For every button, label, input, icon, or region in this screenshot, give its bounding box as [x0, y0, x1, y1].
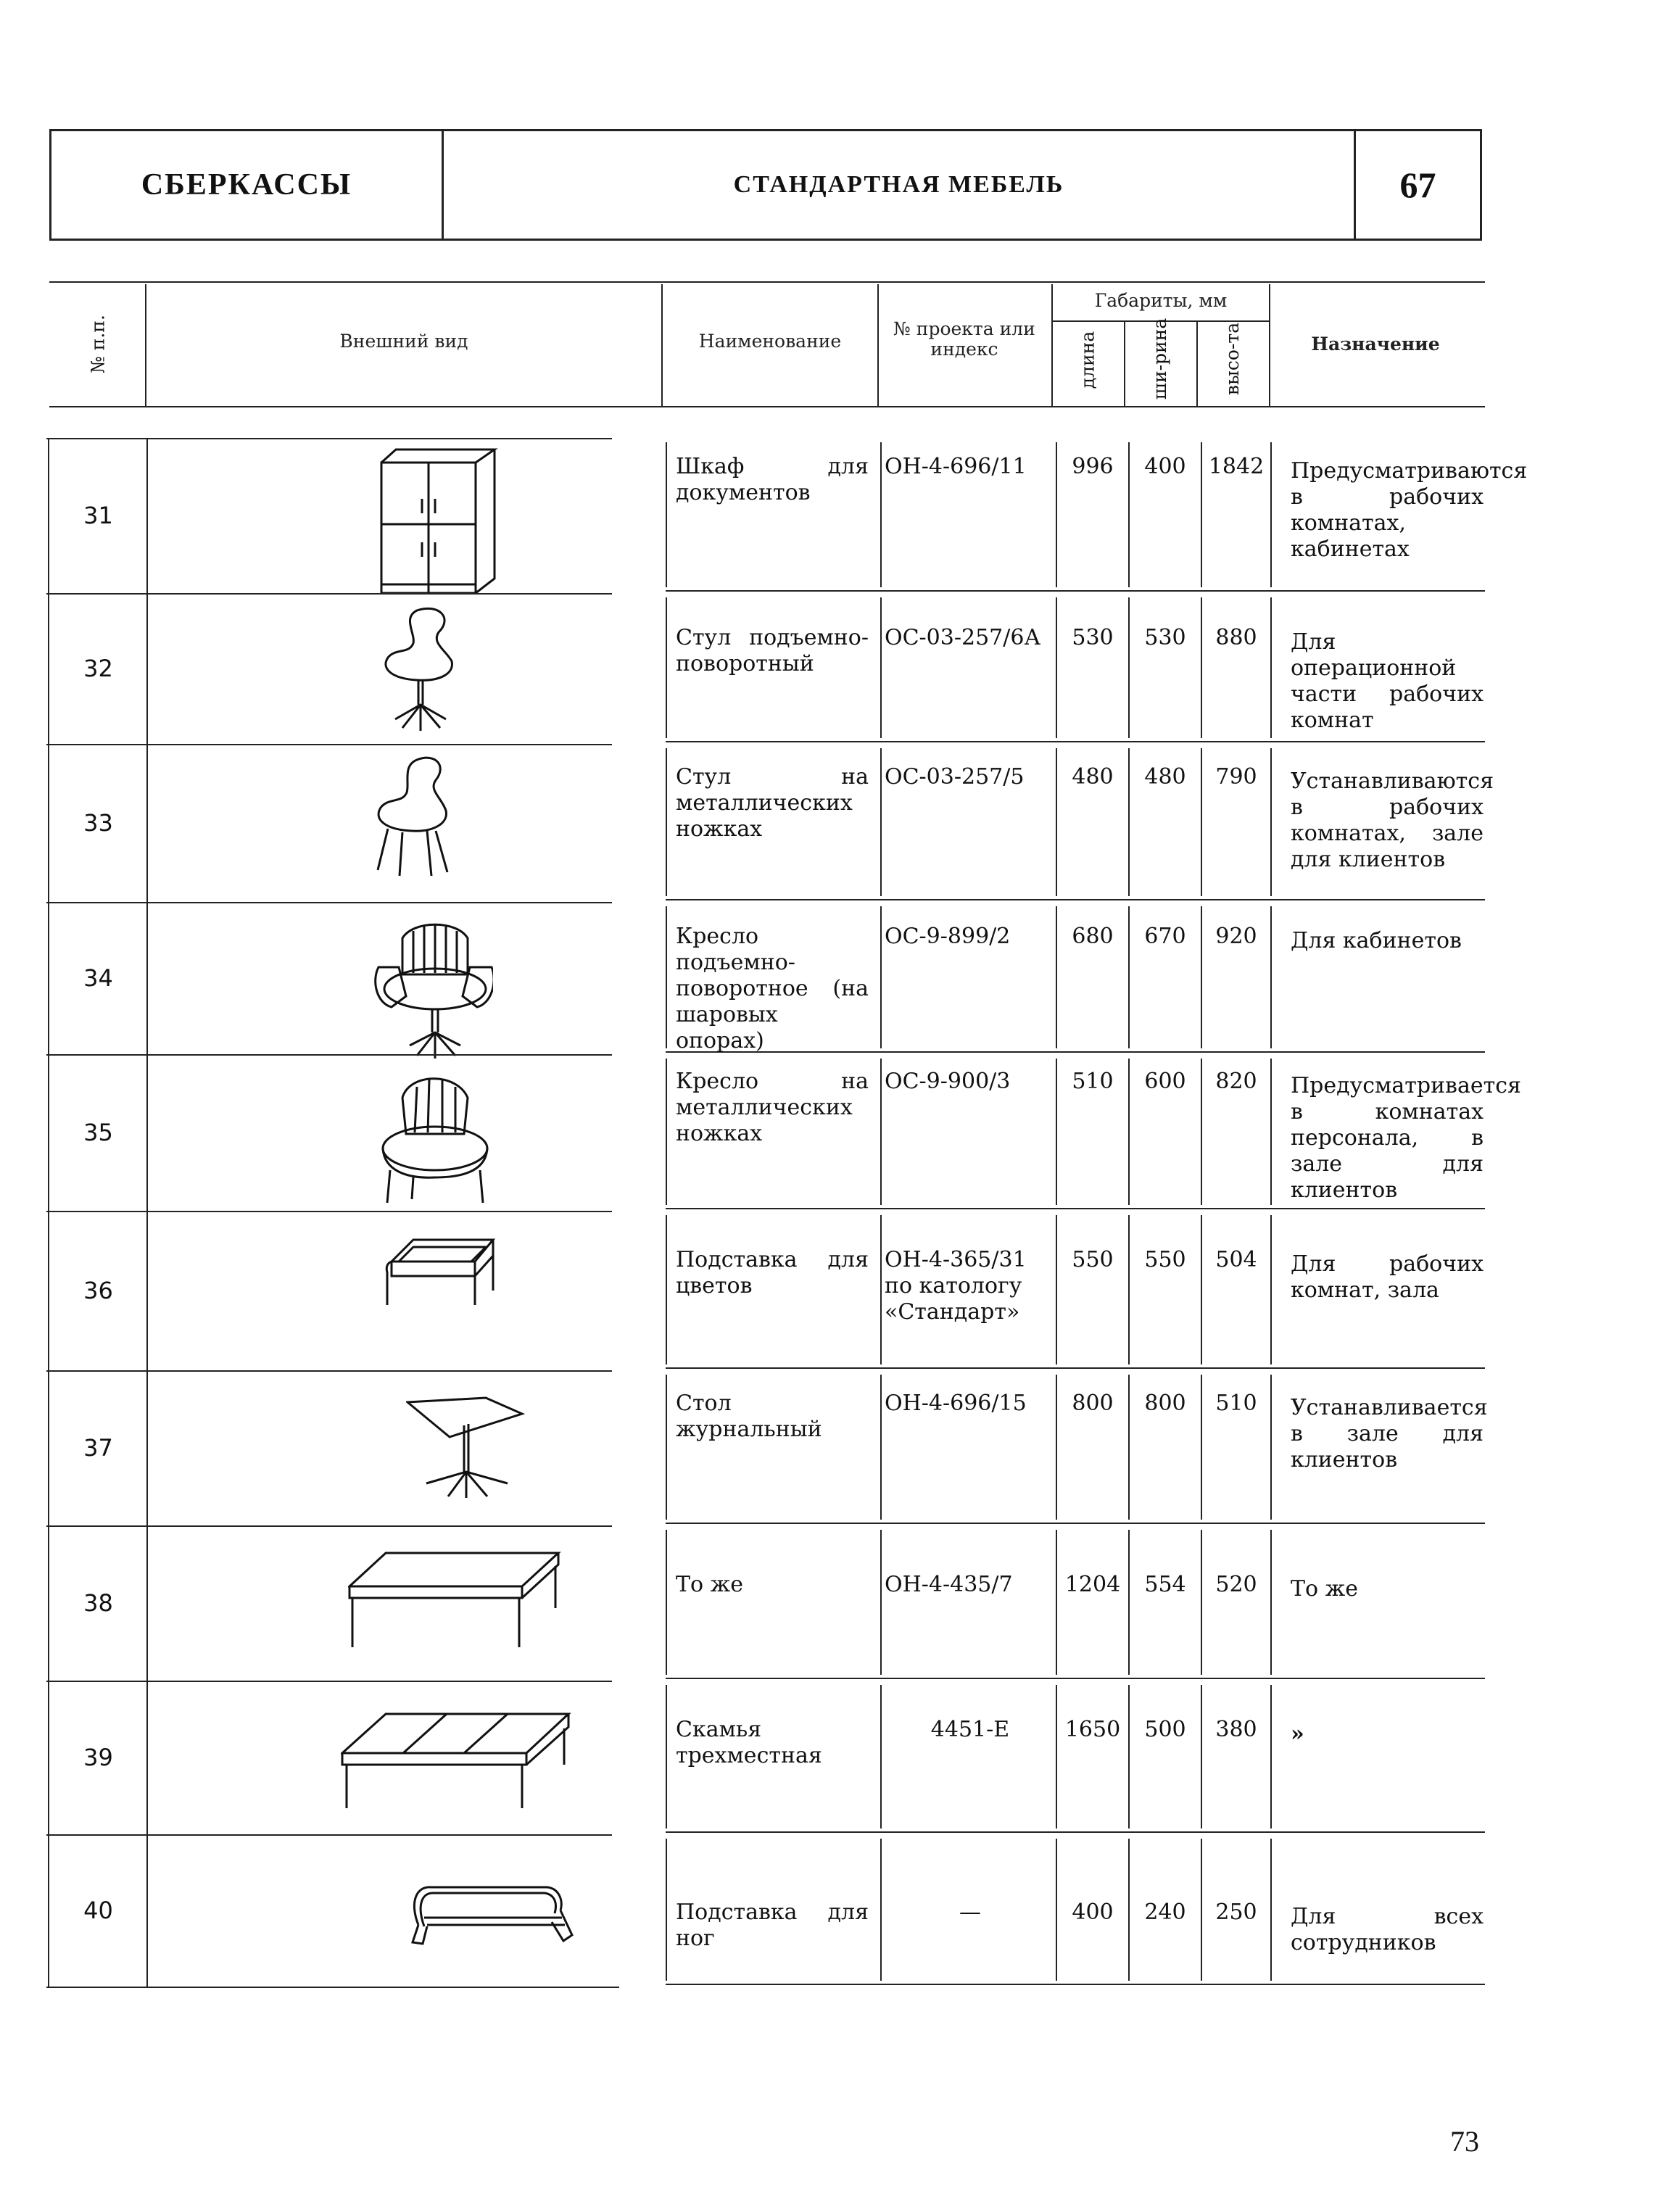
row-divider	[880, 1215, 882, 1364]
row-divider	[666, 1215, 667, 1364]
item-name: Стул на металлических ножках	[676, 764, 869, 842]
row-rule	[666, 1831, 1485, 1833]
project-index: —	[959, 1900, 981, 1925]
col-purpose-header: Назначение	[1311, 334, 1440, 355]
row-divider	[1270, 748, 1272, 896]
row-divider	[666, 1059, 667, 1205]
row-number: 33	[83, 809, 113, 837]
item-purpose: Для операционной части рабочих комнат	[1291, 629, 1484, 733]
project-index: ОН-4-365/31 по катологу «Стандарт»	[885, 1247, 1027, 1325]
row-divider	[880, 1839, 882, 1981]
item-purpose: Устанавливается в зале для клиентов	[1291, 1395, 1488, 1473]
header-divider	[1196, 322, 1198, 406]
table-icon	[348, 1550, 566, 1654]
dim-width: 400	[1144, 454, 1186, 479]
row-rule	[666, 590, 1485, 592]
dim-height: 520	[1215, 1572, 1257, 1597]
project-index: ОС-03-257/6А	[885, 625, 1041, 650]
row-divider	[1128, 1215, 1130, 1364]
row-rule	[666, 741, 1485, 742]
item-name: Кресло подъемно-поворотное (на шаровых опорах)	[676, 924, 869, 1053]
row-rule	[666, 1523, 1485, 1524]
row-number: 38	[83, 1589, 113, 1617]
row-divider	[1201, 1215, 1202, 1364]
item-purpose: Устанавливаются в рабочих комнатах, зале для клиентов	[1291, 769, 1494, 872]
header-top-rule	[49, 281, 1485, 283]
row-rule	[666, 1984, 1485, 1985]
item-purpose: То же	[1291, 1576, 1358, 1602]
row-number: 39	[83, 1744, 113, 1771]
row-divider	[880, 906, 882, 1048]
row-divider	[880, 1530, 882, 1675]
dim-height: 504	[1215, 1247, 1257, 1272]
dim-length: 680	[1072, 924, 1114, 949]
dim-length: 510	[1072, 1069, 1114, 1094]
col-width-header: ши-рина	[1149, 318, 1170, 400]
project-index: ОН-4-696/11	[885, 454, 1027, 479]
item-name: Подставка для ног	[676, 1900, 869, 1951]
row-divider	[666, 906, 667, 1048]
col-length-header: длина	[1077, 331, 1098, 389]
dim-length: 1650	[1064, 1717, 1121, 1742]
row-rule	[666, 1367, 1485, 1369]
dim-width: 240	[1144, 1900, 1186, 1925]
row-divider	[880, 597, 882, 738]
col-name-header: Наименование	[698, 331, 842, 352]
dim-height: 920	[1215, 924, 1257, 949]
metal-leg-chair-icon	[366, 753, 468, 886]
dim-width: 554	[1144, 1572, 1186, 1597]
item-purpose: »	[1291, 1721, 1304, 1747]
header-divider	[877, 284, 879, 406]
dim-height: 880	[1215, 625, 1257, 650]
item-name: Стул подъемно-поворотный	[676, 625, 869, 676]
dim-height: 380	[1215, 1717, 1257, 1742]
item-name: Шкаф для документов	[676, 454, 869, 505]
row-rule	[666, 899, 1485, 900]
row-divider	[1201, 1685, 1202, 1828]
row-rule	[666, 1208, 1485, 1209]
item-name: Стол журнальный	[676, 1391, 822, 1442]
row-divider	[1270, 906, 1272, 1048]
dim-width: 670	[1144, 924, 1186, 949]
dim-width: 800	[1144, 1391, 1186, 1416]
item-name: То же	[676, 1572, 743, 1597]
dim-height: 510	[1215, 1391, 1257, 1416]
section-title: СБЕРКАССЫ	[51, 131, 444, 239]
dim-width: 530	[1144, 625, 1186, 650]
flower-stand-icon	[384, 1233, 500, 1322]
col-view-header: Внешний вид	[339, 331, 468, 352]
dim-height: 820	[1215, 1069, 1257, 1094]
page-header	[49, 129, 1482, 241]
row-divider	[666, 442, 667, 587]
row-divider	[1128, 597, 1130, 738]
row-divider	[1270, 1375, 1272, 1520]
item-purpose: Для рабочих комнат, зала	[1291, 1251, 1484, 1303]
dim-length: 996	[1072, 454, 1114, 479]
row-divider	[666, 1375, 667, 1520]
sheet-number: 67	[1399, 165, 1436, 205]
header-bottom-rule	[49, 406, 1485, 407]
row-divider	[1270, 1215, 1272, 1364]
swivel-chair-icon	[373, 603, 475, 737]
row-divider	[1056, 1530, 1057, 1675]
row-divider	[880, 1375, 882, 1520]
item-name: Подставка для цветов	[676, 1247, 869, 1299]
row-number: 35	[83, 1119, 113, 1146]
row-divider	[880, 1059, 882, 1205]
dim-length: 480	[1072, 764, 1114, 790]
row-number: 34	[83, 964, 113, 992]
dim-length: 400	[1072, 1900, 1114, 1925]
dim-height: 1842	[1208, 454, 1265, 479]
dim-length: 550	[1072, 1247, 1114, 1272]
project-index: ОН-4-696/15	[885, 1391, 1027, 1416]
row-number: 31	[83, 502, 113, 529]
dim-height: 790	[1215, 764, 1257, 790]
row-divider	[1056, 1215, 1057, 1364]
row-divider	[666, 1530, 667, 1675]
col-dims-header: Габариты, мм	[1094, 290, 1228, 311]
dim-width: 500	[1144, 1717, 1186, 1742]
dim-length: 530	[1072, 625, 1114, 650]
project-index: ОН-4-435/7	[885, 1572, 1013, 1597]
table-bottom-rule	[46, 1987, 619, 1988]
project-index: ОС-03-257/5	[885, 764, 1025, 790]
item-name: Скамья трехместная	[676, 1717, 822, 1768]
cabinet-icon	[377, 448, 500, 603]
row-divider	[1270, 1530, 1272, 1675]
row-divider	[880, 748, 882, 896]
row-divider	[880, 1685, 882, 1828]
row-divider	[666, 1685, 667, 1828]
row-divider	[1270, 1059, 1272, 1205]
dim-height: 250	[1215, 1900, 1257, 1925]
header-divider	[1124, 322, 1125, 406]
row-divider	[1270, 1839, 1272, 1981]
armchair-icon	[370, 1069, 493, 1209]
page-number: 73	[1450, 2125, 1479, 2158]
row-rule	[666, 1678, 1485, 1679]
row-divider	[1270, 1685, 1272, 1828]
item-purpose: Для всех сотрудников	[1291, 1904, 1484, 1955]
item-purpose: Предусматриваются в рабочих комнатах, кабинетах	[1291, 458, 1528, 562]
row-divider	[666, 1839, 667, 1981]
item-purpose: Для кабинетов	[1291, 928, 1462, 953]
project-index: ОС-9-899/2	[885, 924, 1011, 949]
bench-icon	[341, 1710, 573, 1814]
row-divider	[1128, 1685, 1130, 1828]
row-divider	[1056, 1685, 1057, 1828]
row-divider	[880, 442, 882, 587]
row-divider	[1201, 1530, 1202, 1675]
document-title: СТАНДАРТНАЯ МЕБЕЛЬ	[444, 131, 1356, 239]
dim-width: 550	[1144, 1247, 1186, 1272]
row-divider	[1128, 1530, 1130, 1675]
swivel-armchair-icon	[370, 916, 493, 1064]
coffee-table-icon	[406, 1392, 529, 1504]
dim-width: 600	[1144, 1069, 1186, 1094]
row-divider	[1270, 442, 1272, 587]
row-divider	[1056, 597, 1057, 738]
col-num-header: № п.п.	[87, 315, 109, 373]
row-divider	[666, 597, 667, 738]
row-number: 32	[83, 655, 113, 682]
row-divider	[666, 748, 667, 896]
item-name: Кресло на металлических ножках	[676, 1069, 869, 1146]
item-purpose: Предусматривается в комнатах персонала, в зале для клиентов	[1291, 1073, 1521, 1203]
col-height-header: высо-та	[1222, 322, 1243, 396]
row-divider	[1201, 597, 1202, 738]
dim-width: 480	[1144, 764, 1186, 790]
row-number: 36	[83, 1277, 113, 1304]
footrest-icon	[402, 1881, 576, 1950]
row-number: 37	[83, 1434, 113, 1462]
dim-length: 1204	[1064, 1572, 1121, 1597]
project-index: ОС-9-900/3	[885, 1069, 1011, 1094]
col-project-header: № проекта или индекс	[893, 318, 1035, 360]
row-divider	[1270, 597, 1272, 738]
row-number: 40	[83, 1897, 113, 1924]
dim-length: 800	[1072, 1391, 1114, 1416]
project-index: 4451-Е	[930, 1717, 1010, 1742]
